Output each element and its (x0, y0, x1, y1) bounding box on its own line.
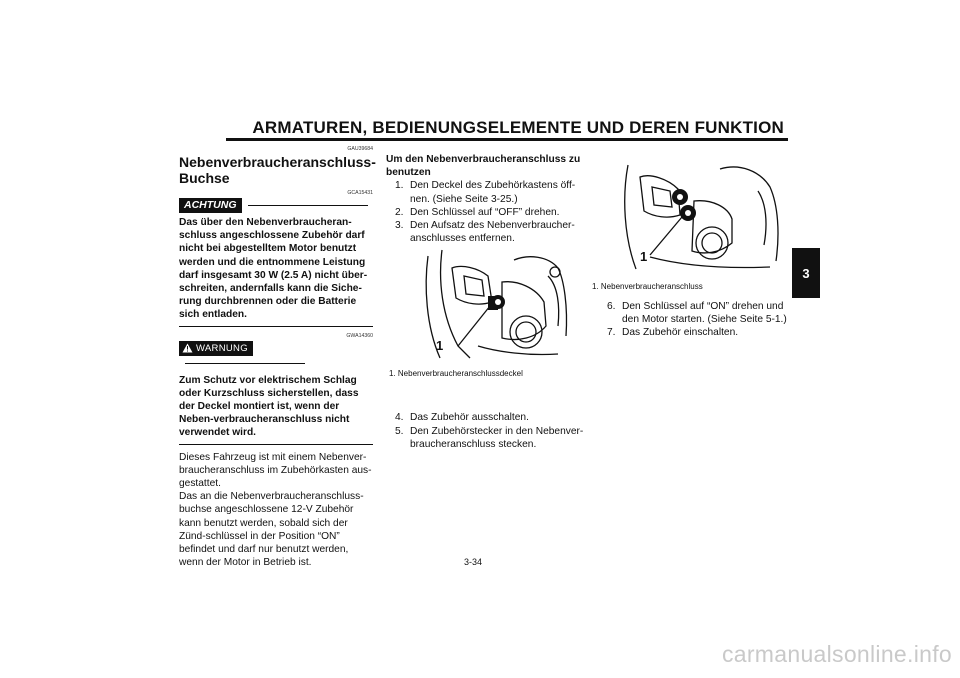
right-column (598, 300, 798, 340)
list-item (386, 411, 586, 424)
section-title: Nebenverbraucheranschluss-Buchse (179, 154, 376, 186)
achtung-badge: ACHTUNG (179, 198, 242, 213)
chapter-tab[interactable]: 3 (792, 248, 820, 298)
list-item (386, 425, 586, 451)
list-item (386, 219, 586, 245)
steps-list (386, 411, 586, 451)
step-text: Den Zubehörstecker in den Nebenver-braucheranschluss stecken. (410, 425, 584, 450)
list-item (598, 300, 798, 326)
steps-list (598, 300, 798, 340)
subheading: Um den Nebenverbraucheranschluss zu benutzen (386, 154, 581, 179)
header-rule (226, 138, 788, 141)
step-text: Den Schlüssel auf “ON” drehen und den Motor starten. (Siehe Seite 5-1.) (622, 301, 787, 326)
warnung-badge (179, 341, 253, 356)
step-number: 5. (395, 425, 404, 437)
step-text: Das Zubehör ausschalten. (410, 412, 529, 424)
list-item (386, 179, 586, 205)
notice-rule (185, 363, 305, 364)
left-column (179, 146, 376, 569)
reference-code: GAU39684 (347, 146, 373, 152)
notice-end-rule (179, 444, 373, 445)
socket-illustration (610, 157, 790, 275)
warnung-text: Zum Schutz vor elektrischem Schlag oder Kurzschluss sicherstellen, dass der Deckel montiert ist, wenn der Neben-verbraucheranschluss nicht verwendet wird. (179, 374, 359, 439)
achtung-header (179, 198, 373, 213)
warnung-header (179, 341, 373, 371)
step-number: 1. (395, 180, 404, 192)
notice-end-rule (179, 326, 373, 327)
reference-code: GWA14360 (346, 332, 373, 339)
page-number: 3-34 (464, 557, 483, 567)
caption-spacer (386, 387, 586, 411)
list-item (386, 206, 586, 219)
warning-triangle-icon (182, 343, 193, 353)
reference-code: GCA15431 (347, 190, 373, 196)
step-number: 6. (607, 301, 616, 312)
page-header-title: ARMATUREN, BEDIENUNGSELEMENTE UND DEREN FUNKTION (252, 118, 784, 137)
step-text: Den Deckel des Zubehörkastens öff-nen. (Siehe Seite 3-25.) (410, 180, 576, 205)
list-item (598, 326, 798, 339)
socket-cover-illustration (418, 246, 576, 364)
figure-callout: 1 (640, 249, 648, 264)
steps-list (386, 179, 586, 245)
warnung-label: WARNUNG (196, 342, 248, 354)
notice-rule (248, 205, 368, 206)
body-paragraph: Dieses Fahrzeug ist mit einem Nebenver-braucheranschluss im Zubehörkasten aus-gestattet. (179, 451, 372, 489)
figure-callout: 1 (436, 338, 444, 353)
figure-caption: 1. Nebenverbraucheranschluss (592, 282, 703, 291)
accessory-socket-cover-figure (418, 246, 576, 364)
figure-caption: 1. Nebenverbraucheranschlussdeckel (389, 369, 523, 378)
accessory-socket-figure (610, 157, 790, 275)
step-number: 4. (395, 412, 404, 424)
watermark[interactable]: carmanualsonline.info (721, 641, 952, 667)
step-number: 3. (395, 220, 404, 232)
achtung-text: Das über den Nebenverbraucheran-schluss angeschlossene Zubehör darf nicht bei abgestelltem Motor benutzt werden und die entnommene Leistung darf insgesamt 30 W (2.5 A) nicht über-schreiten, andernfalls kann die Siche-rung durchbrennen oder die Batterie sich entladen. (179, 217, 368, 321)
step-text: Den Schlüssel auf “OFF” drehen. (410, 206, 560, 218)
step-number: 2. (395, 206, 404, 218)
body-paragraph: Das an die Nebenverbraucheranschluss-buchse angeschlossene 12-V Zubehör kann benutzt werden, sobald sich der Zünd-schlüssel in der Position “ON” befindet und darf nur benutzt werden, wenn der Motor in Betrieb ist. (179, 491, 364, 569)
step-text: Den Aufsatz des Nebenverbraucher-anschlusses entfernen. (410, 220, 575, 245)
step-text: Das Zubehör einschalten. (622, 327, 739, 339)
step-number: 7. (607, 327, 616, 339)
